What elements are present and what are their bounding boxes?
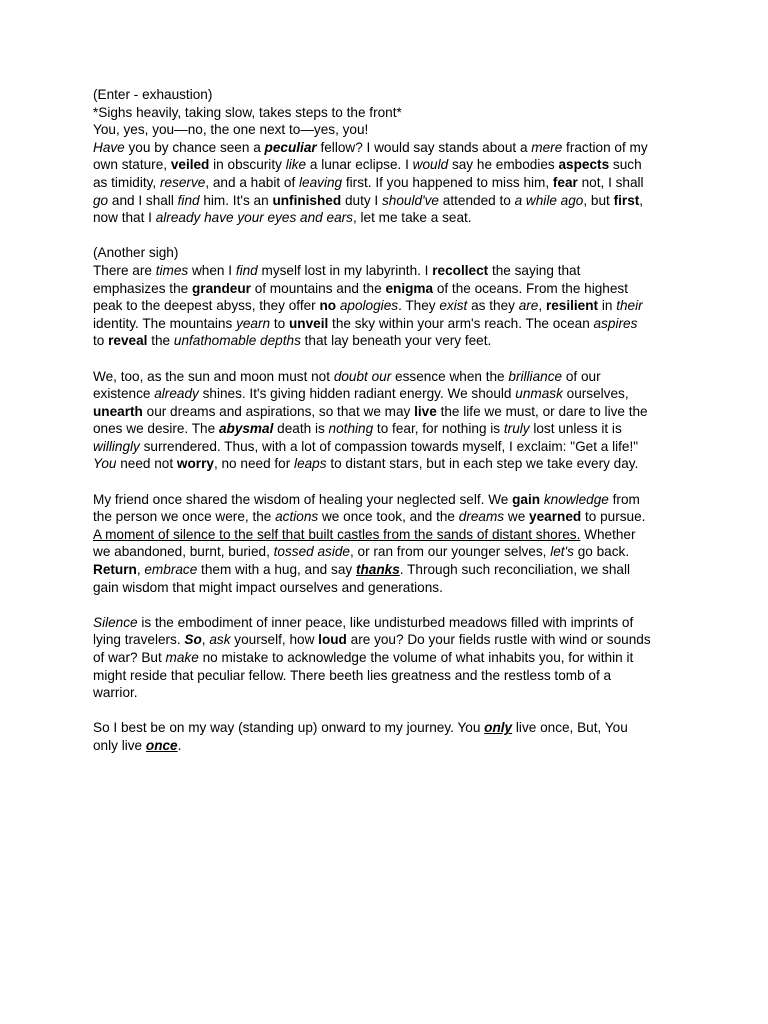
text-line — [93, 280, 683, 298]
text-run: live — [414, 403, 437, 419]
text-run: first. If you happened to miss him, — [342, 174, 553, 190]
text-run: as timidity, — [93, 174, 160, 190]
text-line — [93, 244, 683, 262]
text-run: apologies — [339, 298, 399, 314]
text-run: in obscurity — [209, 157, 286, 173]
text-run: gain wisdom that might impact ourselves and generations. — [93, 579, 443, 595]
text-run: need not — [116, 456, 177, 472]
text-run: would — [412, 157, 449, 173]
text-run: of war? But — [93, 650, 166, 665]
text-run: own stature, — [93, 157, 171, 173]
text-run: should've — [381, 192, 439, 208]
text-run: only — [484, 720, 513, 736]
text-run: the life we must, or dare to live the — [436, 403, 648, 419]
text-line — [93, 543, 683, 561]
text-run: lost unless it is — [529, 421, 622, 437]
text-run: that lay beneath your very feet. — [300, 333, 492, 349]
text-run: ask — [209, 632, 231, 648]
text-run: in — [598, 298, 617, 314]
text-run: surrendered. Thus, with a lot of compassion towards myself, I exclaim: "Get a life!" — [139, 438, 639, 454]
text-run: yearned — [529, 509, 582, 525]
text-run: , — [538, 298, 546, 314]
paragraph — [93, 491, 683, 597]
text-run: we — [504, 509, 530, 525]
text-run: our dreams and aspirations, so that we may — [142, 403, 415, 419]
text-line — [93, 86, 683, 104]
text-line — [93, 684, 683, 702]
text-line — [93, 667, 683, 685]
text-run: find — [177, 192, 200, 208]
text-run: yearn — [236, 315, 271, 331]
text-line — [93, 561, 683, 579]
text-run: , but — [583, 192, 614, 208]
text-line — [93, 737, 683, 755]
text-run: , no need for — [213, 456, 295, 472]
text-run: the person we once were, the — [93, 509, 276, 525]
text-line — [93, 262, 683, 280]
text-run: go back. — [573, 544, 630, 560]
text-run: Silence — [93, 614, 138, 630]
text-run: death is — [273, 421, 329, 437]
text-line — [93, 526, 683, 544]
text-run: only live — [93, 737, 146, 753]
text-run: no — [319, 298, 337, 314]
text-run: , and a habit of — [205, 174, 300, 190]
text-run: of mountains and the — [250, 280, 386, 296]
text-run: to distant stars, but in each step we take every day. — [326, 456, 639, 472]
text-run: duty I — [341, 192, 382, 208]
text-line — [93, 455, 683, 473]
text-run: lying travelers. — [93, 632, 185, 648]
text-run: shines. It's giving hidden radiant energy. We should — [198, 386, 516, 402]
paragraph — [93, 86, 683, 227]
text-run: aspects — [558, 157, 610, 173]
text-run: myself lost in my labyrinth. I — [257, 262, 433, 278]
text-run: to — [93, 333, 109, 349]
text-run: tossed aside — [273, 544, 350, 560]
text-run: is the embodiment of inner peace, like undisturbed meadows filled with imprints of — [137, 614, 634, 630]
document-page — [93, 86, 683, 772]
text-run: existence — [93, 386, 155, 402]
text-run: their — [616, 298, 643, 314]
text-line — [93, 315, 683, 333]
text-run: , or ran from our younger selves, — [349, 544, 551, 560]
text-run: when I — [188, 262, 236, 278]
text-run: make — [165, 650, 199, 665]
text-run: to fear, for nothing is — [373, 421, 504, 437]
text-run: worry — [176, 456, 214, 472]
text-line — [93, 332, 683, 350]
text-run: find — [235, 262, 258, 278]
text-run: unfinished — [272, 192, 342, 208]
text-line — [93, 104, 683, 122]
text-run: first — [613, 192, 640, 208]
text-line — [93, 403, 683, 421]
text-run: Whether — [580, 526, 636, 542]
text-run: now that I — [93, 210, 156, 226]
text-run: truly — [503, 421, 530, 437]
text-line — [93, 491, 683, 509]
text-run: enigma — [385, 280, 434, 296]
text-line — [93, 121, 683, 139]
text-run: like — [285, 157, 307, 173]
text-run: . — [177, 737, 182, 753]
text-run: the saying that — [488, 262, 581, 278]
text-run: once — [145, 737, 178, 753]
text-line — [93, 719, 683, 737]
text-run: are — [518, 298, 539, 314]
text-run: (Another sigh) — [93, 245, 179, 261]
text-run: the sky within your arm's reach. The ocean — [328, 315, 594, 331]
paragraph — [93, 368, 683, 474]
text-run: willingly — [93, 438, 140, 454]
text-run: the — [147, 333, 174, 349]
text-run: , — [201, 632, 210, 648]
text-run: actions — [275, 509, 319, 525]
text-line — [93, 508, 683, 526]
text-run: unveil — [288, 315, 329, 331]
text-run: , — [639, 192, 644, 208]
text-run: as they — [467, 298, 519, 314]
text-run: emphasizes the — [93, 280, 192, 296]
text-run: essence when the — [391, 368, 509, 384]
text-line — [93, 174, 683, 192]
text-run: attended to — [439, 192, 515, 208]
text-line — [93, 579, 683, 597]
text-run: ourselves, — [562, 386, 629, 402]
text-run: we abandoned, burnt, buried, — [93, 544, 274, 560]
text-run: not, I shall — [577, 174, 644, 190]
text-line — [93, 297, 683, 315]
text-run: leaving — [299, 174, 343, 190]
text-run: , let me take a seat. — [352, 210, 472, 226]
text-run: recollect — [432, 262, 489, 278]
text-run: warrior. — [93, 685, 138, 701]
text-run: . Through such reconciliation, we shall — [399, 562, 630, 578]
text-run: leaps — [294, 456, 327, 472]
text-run: we once took, and the — [318, 509, 459, 525]
text-run: unearth — [93, 403, 143, 419]
text-run: doubt our — [333, 368, 392, 384]
text-line — [93, 649, 683, 667]
text-run: So I best be on my way (standing up) onward to my journey. You — [93, 720, 485, 736]
text-run: My friend once shared the wisdom of healing your neglected self. We — [93, 491, 513, 507]
text-run: let's — [550, 544, 574, 560]
paragraph — [93, 614, 683, 702]
text-run: such — [609, 157, 642, 173]
text-run: of our — [562, 368, 601, 384]
text-run: are you? Do your fields rustle with wind or sounds — [346, 632, 651, 648]
text-run: aspires — [593, 315, 638, 331]
text-run: already — [154, 386, 199, 402]
text-line — [93, 631, 683, 649]
text-run: A moment of silence to the self that built castles from the sands of distant shores. — [93, 526, 581, 542]
text-run: . They — [398, 298, 440, 314]
text-run: embrace — [144, 562, 198, 578]
text-run: you by chance seen a — [124, 139, 265, 155]
text-run: yourself, how — [230, 632, 319, 648]
text-run: ones we desire. The — [93, 421, 219, 437]
text-run: You, yes, you—no, the one next to—yes, you! — [93, 122, 369, 138]
text-run: reveal — [108, 333, 148, 349]
text-run: and I shall — [108, 192, 178, 208]
text-run: fraction of my — [562, 139, 648, 155]
text-line — [93, 209, 683, 227]
text-run: might reside that peculiar fellow. There beeth lies greatness and the restless tomb of a — [93, 667, 612, 683]
text-run: from — [608, 491, 640, 507]
text-run: abysmal — [218, 421, 274, 437]
text-run: exist — [439, 298, 468, 314]
text-line — [93, 614, 683, 632]
text-run: thanks — [355, 562, 400, 578]
text-run: We, too, as the sun and moon must not — [93, 368, 334, 384]
text-run: , — [136, 562, 145, 578]
text-run: Have — [93, 139, 125, 155]
text-run: *Sighs heavily, taking slow, takes steps to the front* — [93, 104, 402, 120]
text-run: say he embodies — [448, 157, 559, 173]
text-run: dreams — [458, 509, 505, 525]
text-run: live once, But, You — [512, 720, 628, 736]
text-line — [93, 368, 683, 386]
text-run: reserve — [159, 174, 206, 190]
text-run: unmask — [515, 386, 563, 402]
text-run: Return — [93, 562, 137, 578]
text-run: identity. The mountains — [93, 315, 237, 331]
text-run: You — [93, 456, 117, 472]
text-run: fellow? I would say stands about a — [316, 139, 532, 155]
paragraph — [93, 244, 683, 350]
text-run: gain — [512, 491, 541, 507]
text-run: mere — [531, 139, 563, 155]
text-run: resilient — [545, 298, 599, 314]
text-run: peculiar — [264, 139, 317, 155]
text-run: go — [93, 192, 109, 208]
text-line — [93, 156, 683, 174]
text-run: to pursue. — [581, 509, 646, 525]
text-run: a lunar eclipse. I — [306, 157, 413, 173]
text-run: a while ago — [514, 192, 584, 208]
text-run: to — [270, 315, 289, 331]
text-run: already have your eyes and ears — [155, 210, 353, 226]
text-run: unfathomable depths — [173, 333, 301, 349]
text-run: knowledge — [543, 491, 609, 507]
text-line — [93, 385, 683, 403]
text-run: them with a hug, and say — [197, 562, 356, 578]
text-run: There are — [93, 262, 156, 278]
text-line — [93, 420, 683, 438]
text-run: times — [155, 262, 189, 278]
text-line — [93, 192, 683, 210]
text-run: nothing — [328, 421, 374, 437]
text-run: grandeur — [192, 280, 251, 296]
text-run: peak to the deepest abyss, they offer — [93, 298, 320, 314]
paragraph — [93, 719, 683, 754]
text-run: So — [184, 632, 202, 648]
text-run: fear — [552, 174, 578, 190]
text-run: brilliance — [508, 368, 563, 384]
text-run: loud — [318, 632, 347, 648]
text-line — [93, 438, 683, 456]
text-line — [93, 139, 683, 157]
text-run: no mistake to acknowledge the volume of what inhabits you, for within it — [198, 650, 634, 665]
text-run: (Enter - exhaustion) — [93, 87, 213, 102]
text-run: of the oceans. From the highest — [433, 280, 628, 296]
text-run: veiled — [170, 157, 210, 173]
text-run: him. It's an — [199, 192, 273, 208]
